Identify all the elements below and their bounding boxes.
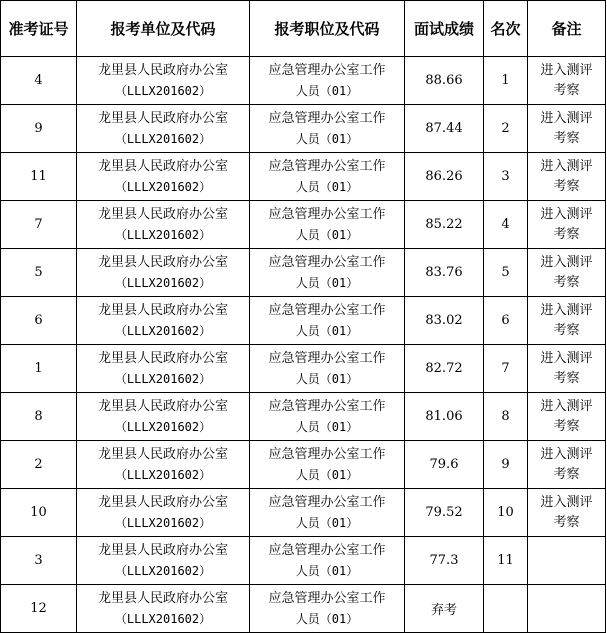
table-row — [1, 57, 606, 105]
note-line-1: 进入测评 — [540, 302, 593, 318]
unit-name: 龙里县人民政府办公室 — [97, 62, 228, 78]
unit-name: 龙里县人民政府办公室 — [97, 254, 228, 270]
position-code: 人员（01） — [295, 179, 359, 194]
score-cell: 79.6 — [405, 441, 484, 489]
unit-code: （LLLX201602） — [114, 611, 212, 626]
note-line-2: 考察 — [553, 418, 580, 434]
position-name: 应急管理办公室工作 — [268, 542, 386, 558]
unit-cell — [77, 57, 250, 105]
position-cell — [250, 105, 405, 153]
ticket-no-cell: 11 — [1, 153, 77, 201]
note-line-1: 进入测评 — [540, 350, 593, 366]
rank-cell: 2 — [484, 105, 528, 153]
rank-cell: 3 — [484, 153, 528, 201]
unit-cell — [77, 585, 250, 633]
note-line-2: 考察 — [553, 274, 580, 290]
note-cell — [528, 585, 606, 633]
position-code: 人员（01） — [295, 467, 359, 482]
unit-code: （LLLX201602） — [114, 563, 212, 578]
ticket-no-cell: 9 — [1, 105, 77, 153]
header-rank: 名次 — [484, 1, 528, 57]
unit-name: 龙里县人民政府办公室 — [97, 158, 228, 174]
note-line-2: 考察 — [553, 370, 580, 386]
note-line-2: 考察 — [553, 226, 580, 242]
position-code: 人员（01） — [295, 131, 359, 146]
position-cell — [250, 537, 405, 585]
unit-code: （LLLX201602） — [114, 83, 212, 98]
position-name: 应急管理办公室工作 — [268, 398, 386, 414]
score-cell: 83.76 — [405, 249, 484, 297]
rank-cell: 5 — [484, 249, 528, 297]
note-line-2: 考察 — [553, 514, 580, 530]
score-cell: 88.66 — [405, 57, 484, 105]
note-line-1: 进入测评 — [540, 494, 593, 510]
note-line-2: 考察 — [553, 466, 580, 482]
unit-name: 龙里县人民政府办公室 — [97, 398, 228, 414]
unit-name: 龙里县人民政府办公室 — [97, 350, 228, 366]
position-cell — [250, 57, 405, 105]
score-cell: 81.06 — [405, 393, 484, 441]
rank-cell: 9 — [484, 441, 528, 489]
position-name: 应急管理办公室工作 — [268, 158, 386, 174]
unit-cell — [77, 393, 250, 441]
position-cell — [250, 489, 405, 537]
unit-cell — [77, 345, 250, 393]
header-note: 备注 — [528, 1, 606, 57]
header-unit: 报考单位及代码 — [77, 1, 250, 57]
ticket-no-cell: 12 — [1, 585, 77, 633]
rank-cell: 11 — [484, 537, 528, 585]
note-cell — [528, 537, 606, 585]
rank-cell: 6 — [484, 297, 528, 345]
note-line-1: 进入测评 — [540, 158, 593, 174]
unit-name: 龙里县人民政府办公室 — [97, 110, 228, 126]
note-cell — [528, 105, 606, 153]
position-code: 人员（01） — [295, 515, 359, 530]
position-cell — [250, 585, 405, 633]
unit-code: （LLLX201602） — [114, 467, 212, 482]
position-name: 应急管理办公室工作 — [268, 494, 386, 510]
table-row — [1, 537, 606, 585]
score-cell: 82.72 — [405, 345, 484, 393]
unit-code: （LLLX201602） — [114, 131, 212, 146]
position-name: 应急管理办公室工作 — [268, 446, 386, 462]
position-cell — [250, 345, 405, 393]
unit-cell — [77, 297, 250, 345]
rank-cell: 1 — [484, 57, 528, 105]
unit-code: （LLLX201602） — [114, 179, 212, 194]
unit-cell — [77, 489, 250, 537]
header-row — [1, 1, 606, 57]
score-cell: 79.52 — [405, 489, 484, 537]
score-cell: 77.3 — [405, 537, 484, 585]
table-row — [1, 297, 606, 345]
note-line-1: 进入测评 — [540, 206, 593, 222]
table-row — [1, 105, 606, 153]
ticket-no-cell: 8 — [1, 393, 77, 441]
ticket-no-cell: 7 — [1, 201, 77, 249]
position-cell — [250, 249, 405, 297]
unit-cell — [77, 249, 250, 297]
position-code: 人员（01） — [295, 323, 359, 338]
position-code: 人员（01） — [295, 83, 359, 98]
header-position: 报考职位及代码 — [250, 1, 405, 57]
note-line-1: 进入测评 — [540, 398, 593, 414]
position-cell — [250, 393, 405, 441]
position-code: 人员（01） — [295, 227, 359, 242]
rank-cell: 10 — [484, 489, 528, 537]
note-line-1: 进入测评 — [540, 446, 593, 462]
table-row — [1, 153, 606, 201]
table-row — [1, 249, 606, 297]
position-code: 人员（01） — [295, 275, 359, 290]
table-row — [1, 345, 606, 393]
table-row — [1, 201, 606, 249]
note-cell — [528, 441, 606, 489]
note-line-2: 考察 — [553, 82, 580, 98]
unit-name: 龙里县人民政府办公室 — [97, 542, 228, 558]
note-line-1: 进入测评 — [540, 62, 593, 78]
ticket-no-cell: 4 — [1, 57, 77, 105]
table-row — [1, 393, 606, 441]
unit-cell — [77, 105, 250, 153]
score-cell: 86.26 — [405, 153, 484, 201]
note-cell — [528, 297, 606, 345]
unit-name: 龙里县人民政府办公室 — [97, 494, 228, 510]
unit-cell — [77, 201, 250, 249]
note-line-1: 进入测评 — [540, 254, 593, 270]
position-cell — [250, 201, 405, 249]
note-cell — [528, 249, 606, 297]
position-name: 应急管理办公室工作 — [268, 302, 386, 318]
position-name: 应急管理办公室工作 — [268, 254, 386, 270]
unit-name: 龙里县人民政府办公室 — [97, 302, 228, 318]
score-cell: 85.22 — [405, 201, 484, 249]
rank-cell — [484, 585, 528, 633]
unit-cell — [77, 153, 250, 201]
position-code: 人员（01） — [295, 419, 359, 434]
unit-code: （LLLX201602） — [114, 323, 212, 338]
ticket-no-cell: 5 — [1, 249, 77, 297]
position-name: 应急管理办公室工作 — [268, 110, 386, 126]
rank-cell: 7 — [484, 345, 528, 393]
note-line-2: 考察 — [553, 178, 580, 194]
rank-cell: 8 — [484, 393, 528, 441]
position-name: 应急管理办公室工作 — [268, 350, 386, 366]
note-cell — [528, 201, 606, 249]
note-cell — [528, 57, 606, 105]
position-name: 应急管理办公室工作 — [268, 206, 386, 222]
note-cell — [528, 153, 606, 201]
note-cell — [528, 345, 606, 393]
position-code: 人员（01） — [295, 611, 359, 626]
score-cell: 83.02 — [405, 297, 484, 345]
note-line-2: 考察 — [553, 130, 580, 146]
table-row — [1, 585, 606, 633]
table-row — [1, 489, 606, 537]
unit-code: （LLLX201602） — [114, 515, 212, 530]
ticket-no-cell: 6 — [1, 297, 77, 345]
ticket-no-cell: 10 — [1, 489, 77, 537]
unit-code: （LLLX201602） — [114, 419, 212, 434]
ticket-no-cell: 3 — [1, 537, 77, 585]
position-cell — [250, 297, 405, 345]
rank-cell: 4 — [484, 201, 528, 249]
score-cell: 87.44 — [405, 105, 484, 153]
note-cell — [528, 393, 606, 441]
unit-name: 龙里县人民政府办公室 — [97, 446, 228, 462]
position-code: 人员（01） — [295, 371, 359, 386]
header-score: 面试成绩 — [405, 1, 484, 57]
note-line-1: 进入测评 — [540, 110, 593, 126]
ticket-no-cell: 1 — [1, 345, 77, 393]
score-cell: 弃考 — [405, 585, 484, 633]
table-row — [1, 441, 606, 489]
unit-code: （LLLX201602） — [114, 275, 212, 290]
position-code: 人员（01） — [295, 563, 359, 578]
position-cell — [250, 441, 405, 489]
ticket-no-cell: 2 — [1, 441, 77, 489]
header-ticket-no: 准考证号 — [1, 1, 77, 57]
unit-cell — [77, 441, 250, 489]
position-name: 应急管理办公室工作 — [268, 590, 386, 606]
note-cell — [528, 489, 606, 537]
unit-name: 龙里县人民政府办公室 — [97, 206, 228, 222]
position-name: 应急管理办公室工作 — [268, 62, 386, 78]
position-cell — [250, 153, 405, 201]
unit-cell — [77, 537, 250, 585]
unit-code: （LLLX201602） — [114, 227, 212, 242]
unit-name: 龙里县人民政府办公室 — [97, 590, 228, 606]
note-line-2: 考察 — [553, 322, 580, 338]
unit-code: （LLLX201602） — [114, 371, 212, 386]
